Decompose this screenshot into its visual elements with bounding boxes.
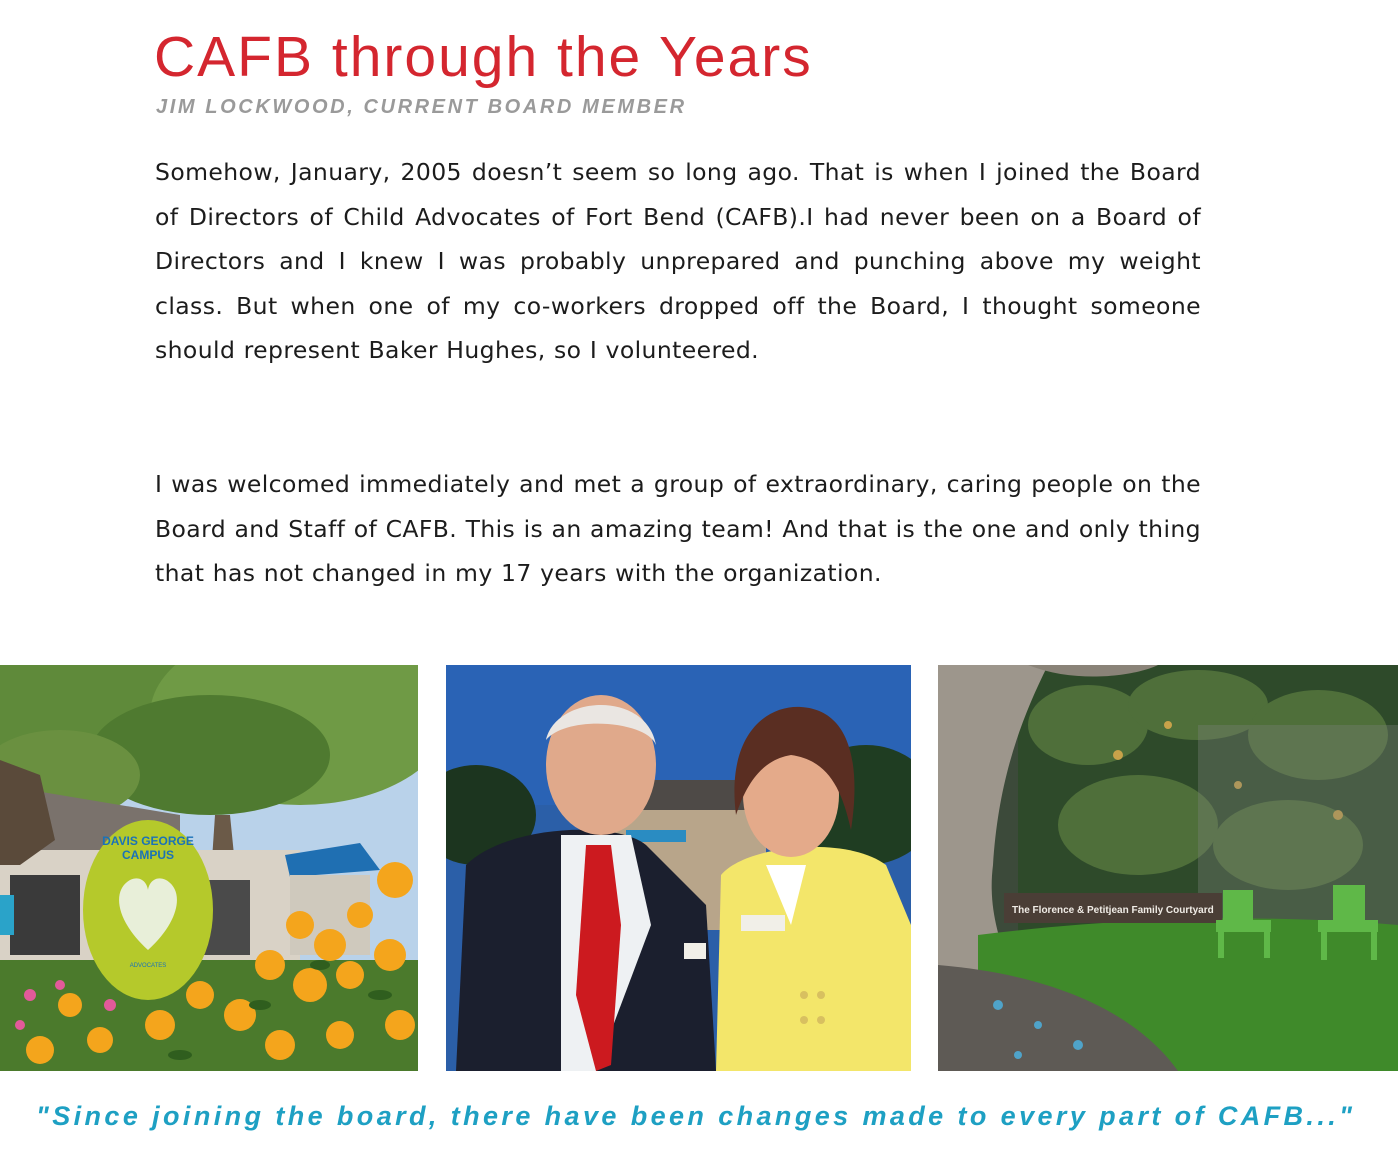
campus-sign-line1: DAVIS GEORGE bbox=[102, 834, 194, 848]
photo-two-people bbox=[446, 665, 911, 1071]
body-paragraph-2: I was welcomed immediately and met a group of extraordinary, caring people on the Board and Staff of CAFB. This is an amazing team! And that is the one and only thing that has not changed in my 17 years with the organization. bbox=[155, 470, 1201, 588]
photo-campus-sign bbox=[0, 665, 418, 1071]
campus-sign-small: ADVOCATES bbox=[129, 963, 167, 969]
campus-sign-line2: CAMPUS bbox=[121, 848, 175, 862]
author-byline: JIM LOCKWOOD, CURRENT BOARD MEMBER bbox=[156, 96, 687, 118]
body-paragraph-1: Somehow, January, 2005 doesn’t seem so long ago. That is when I joined the Board of Directors of Child Advocates of Fort Bend (CAFB).I had never been on a Board of Directors and I knew I was probably unprepared and punching above my weight class. But when one of my co-workers dropped off the Board, I thought someone should represent Baker Hughes, so I volunteered. bbox=[155, 158, 1201, 365]
pull-quote: "Since joining the board, there have been changes made to every part of CAFB..." bbox=[36, 1101, 1356, 1131]
photo-courtyard bbox=[938, 665, 1398, 1071]
courtyard-sign-text: The Florence & Petitjean Family Courtyard bbox=[1012, 905, 1214, 916]
page-title: CAFB through the Years bbox=[154, 25, 813, 89]
